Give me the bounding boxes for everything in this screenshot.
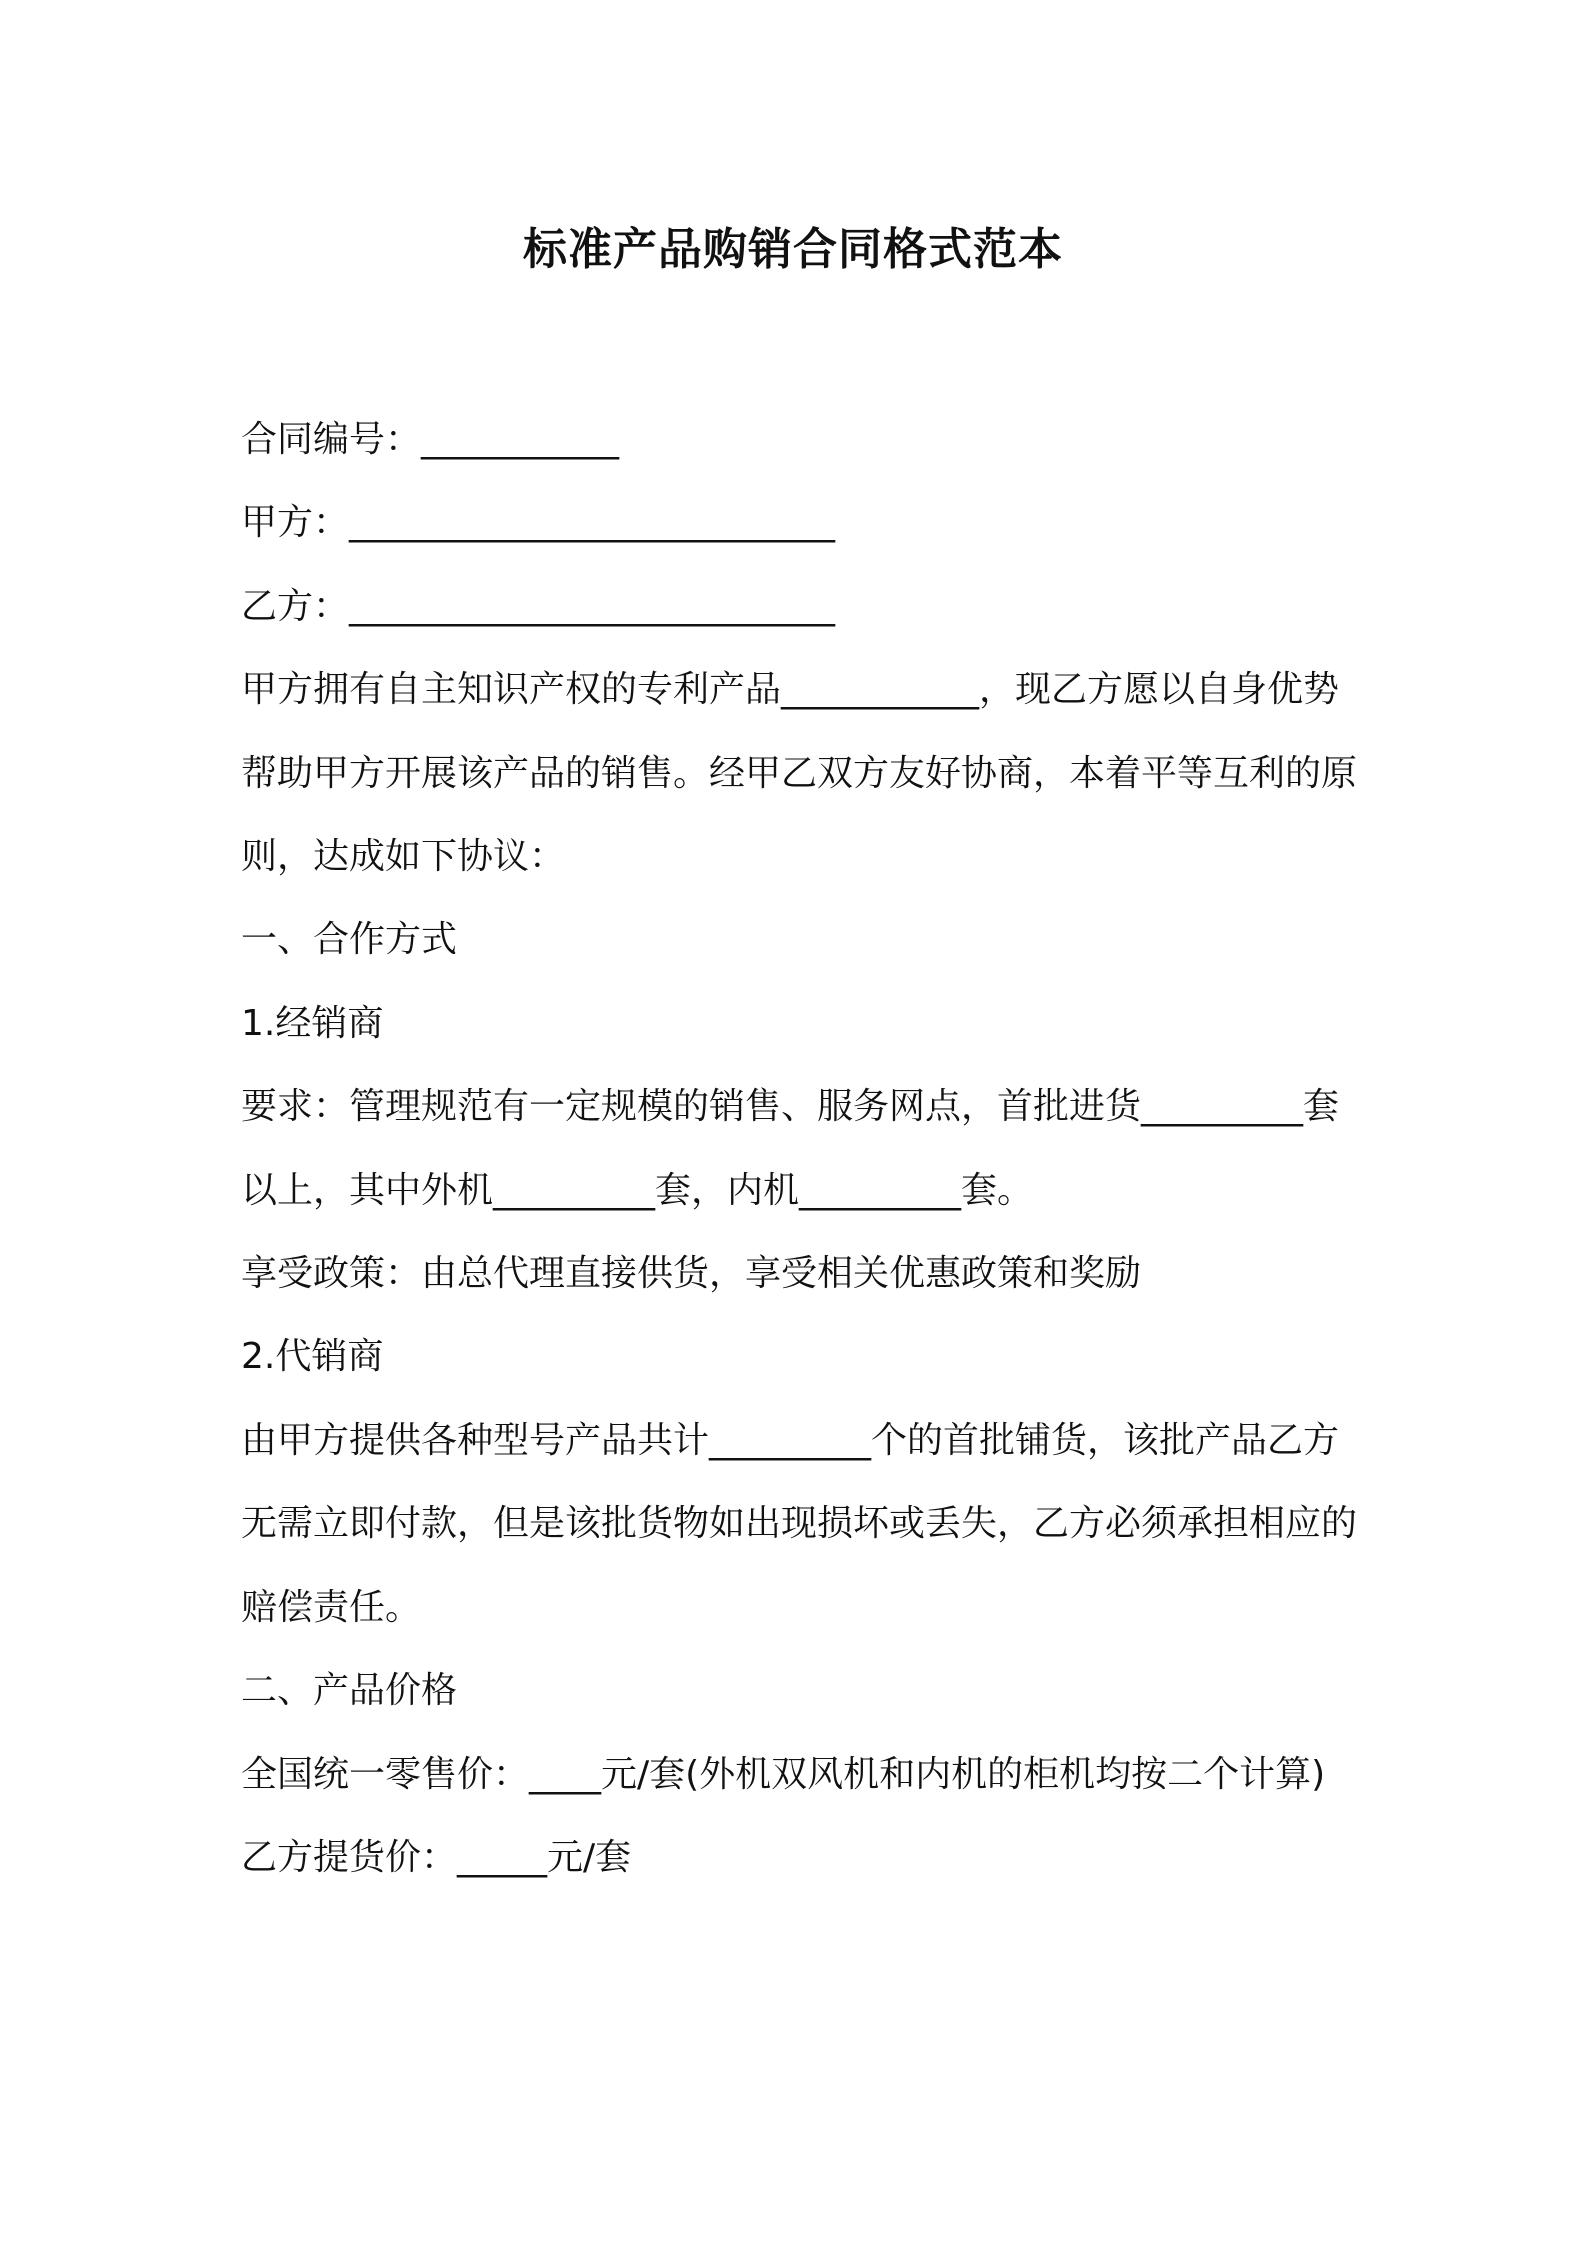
subsection-consignee: 2.代销商 [241, 1336, 384, 1378]
subsection-distributor: 1.经销商 [241, 1002, 384, 1044]
document-title: 标准产品购销合同格式范本 [523, 224, 1063, 275]
section-heading-price: 二、产品价格 [241, 1670, 458, 1712]
consignee-paragraph: 由甲方提供各种型号产品共计_________个的首批铺货，该批产品乙方无需立即付款，但是该批货物如出现损坏或丢失，乙方必须承担相应的赔偿责任。 [241, 1419, 1358, 1628]
retail-price-line: 全国统一零售价：____元/套(外机双风机和内机的柜机均按二个计算) [241, 1753, 1326, 1795]
party-a-line: 甲方：___________________________ [241, 502, 836, 544]
document-body [241, 398, 1361, 1899]
distributor-requirements: 要求：管理规范有一定规模的销售、服务网点，首批进货_________套以上，其中外机_________套，内机_________套。 [241, 1086, 1340, 1211]
pickup-price-line: 乙方提货价：_____元/套 [241, 1836, 632, 1878]
party-b-line: 乙方：___________________________ [241, 585, 836, 627]
distributor-policy: 享受政策：由总代理直接供货，享受相关优惠政策和奖励 [241, 1253, 1142, 1295]
section-heading-cooperation: 一、合作方式 [241, 919, 458, 961]
contract-number-line: 合同编号：___________ [241, 419, 620, 460]
intro-paragraph: 甲方拥有自主知识产权的专利产品___________，现乙方愿以自身优势帮助甲方开展该产品的销售。经甲乙双方友好协商，本着平等互利的原则，达成如下协议： [241, 669, 1358, 878]
